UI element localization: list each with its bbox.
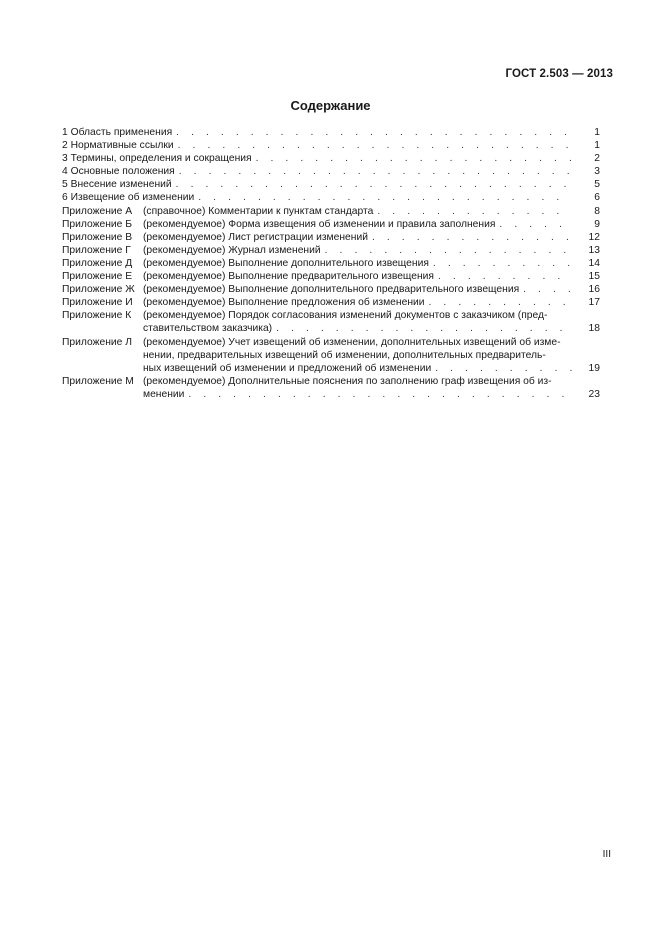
- toc-entry-title: (рекомендуемое) Журнал изменений: [143, 244, 321, 256]
- toc-entry-title: 3 Термины, определения и сокращения: [62, 153, 252, 165]
- toc-entry-title: (справочное) Комментарии к пунктам стандарта: [143, 205, 374, 217]
- toc-entry-page: 2: [594, 153, 600, 165]
- toc-entry[interactable]: [62, 165, 600, 178]
- toc-entry-label: Приложение Ж: [62, 284, 135, 296]
- toc-entry-label: Приложение Г: [62, 244, 131, 256]
- toc-entry-title: 2 Нормативные ссылки: [62, 140, 174, 152]
- toc-entry[interactable]: [62, 218, 600, 231]
- toc-entry-label: Приложение Б: [62, 218, 133, 230]
- dot-leader: [523, 283, 572, 296]
- toc-entry-label: Приложение М: [62, 375, 134, 387]
- toc-entry-page: 8: [594, 205, 600, 217]
- page-number: III: [602, 849, 611, 860]
- toc-entry-page: 12: [588, 231, 600, 243]
- toc-entry-title: ных извещений об изменении и предложений об изменении: [143, 362, 432, 374]
- toc-entry-page: 16: [588, 284, 600, 296]
- toc-entry-title: 4 Основные положения: [62, 166, 175, 178]
- toc-entry[interactable]: [62, 375, 600, 401]
- toc-entry-label: Приложение К: [62, 310, 132, 322]
- toc-entry-title: (рекомендуемое) Выполнение предложения об изменении: [143, 297, 425, 309]
- toc-entry-title: 1 Область применения: [62, 127, 173, 138]
- toc-entry-page: 9: [594, 218, 600, 230]
- toc-entry-title: (рекомендуемое) Форма извещения об изменении и правила заполнения: [143, 218, 496, 230]
- toc-entry-page: 5: [594, 179, 600, 191]
- dot-leader: [188, 388, 572, 401]
- dot-leader: [499, 218, 572, 231]
- toc-entry-title: 6 Извещение об изменении: [62, 192, 195, 204]
- toc-entry-page: 17: [588, 297, 600, 309]
- page-title: Содержание: [290, 98, 371, 113]
- toc-entry-title: (рекомендуемое) Дополнительные пояснения по заполнению граф извещения об из-: [143, 375, 552, 387]
- toc-entry-title: (рекомендуемое) Лист регистрации изменений: [143, 231, 368, 243]
- dot-leader: [429, 296, 572, 309]
- toc-entry-page: 1: [594, 140, 600, 152]
- dot-leader: [256, 152, 572, 165]
- toc-entry[interactable]: [62, 257, 600, 270]
- table-of-contents: [62, 126, 600, 401]
- dot-leader: [325, 244, 572, 257]
- dot-leader: [276, 322, 572, 335]
- toc-entry[interactable]: [62, 126, 600, 139]
- dot-leader: [433, 257, 572, 270]
- toc-entry-label: Приложение Е: [62, 271, 133, 283]
- toc-entry-title: (рекомендуемое) Выполнение дополнительного извещения: [143, 257, 429, 269]
- toc-entry-title: ставительством заказчика): [143, 323, 273, 335]
- toc-entry-label: Приложение И: [62, 297, 133, 309]
- toc-entry[interactable]: [62, 270, 600, 283]
- toc-entry-page: 19: [588, 362, 600, 374]
- toc-entry-page: 15: [588, 271, 600, 283]
- toc-entry-page: 3: [594, 166, 600, 178]
- toc-entry[interactable]: [62, 244, 600, 257]
- toc-entry-page: 23: [588, 388, 600, 400]
- toc-entry[interactable]: [62, 178, 600, 191]
- toc-entry-label: Приложение А: [62, 205, 133, 217]
- toc-entry-page: 6: [594, 192, 600, 204]
- dot-leader: [435, 362, 572, 375]
- dot-leader: [179, 165, 572, 178]
- toc-entry-title: нении, предварительных извещений об изменении, дополнительных предваритель-: [143, 349, 546, 361]
- toc-entry-page: 1: [594, 127, 600, 138]
- document-code: ГОСТ 2.503 — 2013: [505, 68, 613, 80]
- toc-entry[interactable]: [62, 139, 600, 152]
- toc-entry[interactable]: [62, 152, 600, 165]
- dot-leader: [178, 139, 572, 152]
- toc-entry[interactable]: [62, 336, 600, 375]
- dot-leader: [198, 191, 572, 204]
- toc-entry-page: 13: [588, 244, 600, 256]
- toc-entry-title: (рекомендуемое) Учет извещений об изменении, дополнительных извещений об изме-: [143, 336, 561, 348]
- toc-entry[interactable]: [62, 296, 600, 309]
- toc-entry[interactable]: [62, 231, 600, 244]
- toc-entry-title: менении: [143, 388, 185, 400]
- toc-entry-title: (рекомендуемое) Выполнение дополнительного предварительного извещения: [143, 284, 520, 296]
- toc-entry-title: (рекомендуемое) Порядок согласования изменений документов с заказчиком (пред-: [143, 310, 548, 322]
- toc-entry[interactable]: [62, 309, 600, 335]
- dot-leader: [372, 231, 572, 244]
- toc-entry-page: 18: [588, 323, 600, 335]
- toc-entry-page: 14: [588, 257, 600, 269]
- toc-entry[interactable]: [62, 205, 600, 218]
- toc-entry-title: 5 Внесение изменений: [62, 179, 172, 191]
- toc-entry-title: (рекомендуемое) Выполнение предварительного извещения: [143, 271, 435, 283]
- dot-leader: [176, 178, 572, 191]
- toc-entry-label: Приложение В: [62, 231, 133, 243]
- dot-leader: [176, 126, 572, 139]
- dot-leader: [377, 205, 572, 218]
- dot-leader: [438, 270, 572, 283]
- toc-entry-label: Приложение Л: [62, 336, 133, 348]
- toc-entry-label: Приложение Д: [62, 257, 133, 269]
- toc-entry[interactable]: [62, 283, 600, 296]
- toc-entry[interactable]: [62, 191, 600, 204]
